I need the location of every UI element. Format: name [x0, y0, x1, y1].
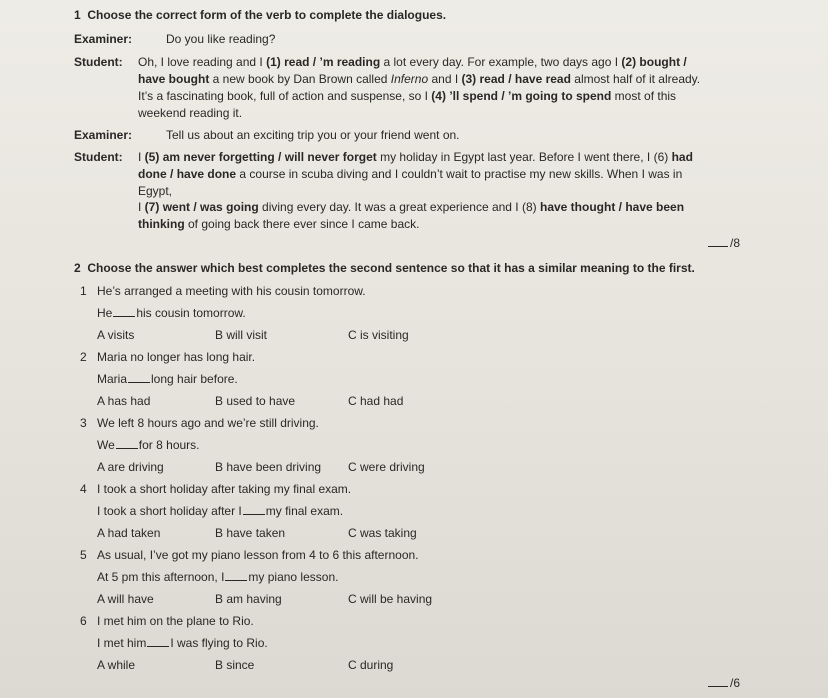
option-a[interactable]: A visits: [97, 328, 135, 342]
exercise-2-number: 2: [74, 261, 81, 275]
dialogue-1-line-4: weekend reading it.: [138, 106, 243, 120]
gap-suffix: his cousin tomorrow.: [136, 306, 246, 320]
gap-prefix: At 5 pm this afternoon, I: [97, 570, 225, 584]
question-gap-sentence: [97, 636, 268, 650]
exercise-2-heading: [74, 261, 695, 275]
score-total: /6: [730, 676, 741, 690]
choice-6a[interactable]: had: [671, 150, 693, 164]
option-b[interactable]: B am having: [215, 592, 282, 606]
examiner-label-2: Examiner:: [74, 128, 133, 142]
examiner-question-1: Do you like reading?: [166, 32, 276, 46]
choice-separator: /: [504, 72, 515, 86]
answer-blank[interactable]: [225, 570, 247, 581]
gap-number-6: (6): [653, 150, 669, 164]
exercise-2-score[interactable]: [708, 676, 740, 690]
exercise-2-instruction: Choose the answer which best completes the second sentence so that it has a similar meaning to the first.: [87, 261, 695, 275]
gap-prefix: He: [97, 306, 113, 320]
choice-8b[interactable]: have been: [625, 200, 685, 214]
text-fragment: most of this: [611, 89, 677, 103]
exercise-1-score[interactable]: [708, 236, 740, 250]
text-fragment: a new book by Dan Brown called: [209, 72, 391, 86]
option-c[interactable]: C during: [348, 658, 394, 672]
answer-blank[interactable]: [128, 372, 150, 383]
choice-separator: /: [166, 167, 177, 181]
option-c[interactable]: C was taking: [348, 526, 417, 540]
text-fragment: and I: [428, 72, 462, 86]
text-fragment: of going back there ever since I came back.: [184, 217, 420, 231]
gap-number-8: (8): [521, 200, 537, 214]
gap-suffix: my piano lesson.: [248, 570, 339, 584]
choice-separator: /: [309, 55, 320, 69]
option-b[interactable]: B since: [215, 658, 255, 672]
question-number: 6: [80, 614, 87, 628]
gap-prefix: Maria: [97, 372, 128, 386]
option-a[interactable]: A will have: [97, 592, 154, 606]
score-blank[interactable]: [708, 676, 728, 687]
question-number: 2: [80, 350, 87, 364]
gap-suffix: my final exam.: [265, 504, 344, 518]
answer-blank[interactable]: [243, 504, 265, 515]
dialogue-1-line-3: [138, 89, 676, 103]
gap-number-5: (5): [144, 150, 160, 164]
choice-5b[interactable]: will never forget: [284, 150, 377, 164]
examiner-label-1: Examiner:: [74, 32, 133, 46]
examiner-question-2: Tell us about an exciting trip you or your friend went on.: [166, 128, 460, 142]
choice-separator: /: [498, 89, 509, 103]
option-a[interactable]: A while: [97, 658, 136, 672]
gap-number-3: (3): [461, 72, 477, 86]
choice-5a[interactable]: am never forgetting: [162, 150, 275, 164]
text-fragment: a course in scuba diving and I couldn’t wait to practise my new skills. When I was in: [236, 167, 683, 181]
exercise-1-heading: [74, 8, 446, 22]
choice-2b[interactable]: have bought: [138, 72, 210, 86]
gap-suffix: long hair before.: [151, 372, 238, 386]
option-b[interactable]: B have taken: [215, 526, 286, 540]
option-c[interactable]: C were driving: [348, 460, 425, 474]
dialogue-2-line-2: [138, 167, 682, 181]
question-number: 1: [80, 284, 87, 298]
choice-6a-cont[interactable]: done: [138, 167, 167, 181]
option-b[interactable]: B have been driving: [215, 460, 322, 474]
choice-7b[interactable]: was going: [200, 200, 259, 214]
question-sentence: I took a short holiday after taking my final exam.: [97, 482, 352, 496]
gap-suffix: for 8 hours.: [138, 438, 200, 452]
question-sentence: Maria no longer has long hair.: [97, 350, 256, 364]
option-a[interactable]: A are driving: [97, 460, 164, 474]
score-blank[interactable]: [708, 236, 728, 247]
question-gap-sentence: [97, 570, 338, 584]
text-fragment: Oh, I love reading and I: [138, 55, 267, 69]
text-fragment: my holiday in Egypt last year. Before I went there, I: [376, 150, 654, 164]
choice-7a[interactable]: went: [162, 200, 191, 214]
dialogue-2-line-1: [138, 150, 693, 164]
option-c[interactable]: C is visiting: [348, 328, 409, 342]
option-c[interactable]: C had had: [348, 394, 404, 408]
book-title: Inferno: [390, 72, 429, 86]
option-b[interactable]: B used to have: [215, 394, 296, 408]
dialogue-1-line-2: [138, 72, 700, 86]
text-fragment: It’s a fascinating book, full of action and suspense, so I: [138, 89, 432, 103]
score-total: /8: [730, 236, 741, 250]
exercise-1-number: 1: [74, 8, 81, 22]
choice-separator: /: [274, 150, 285, 164]
gap-prefix: I took a short holiday after I: [97, 504, 242, 518]
question-number: 4: [80, 482, 87, 496]
choice-4b[interactable]: ’m going to spend: [508, 89, 612, 103]
dialogue-2-line-3: Egypt,: [138, 184, 173, 198]
gap-suffix: I was flying to Rio.: [170, 636, 268, 650]
question-sentence: We left 8 hours ago and we’re still driving.: [97, 416, 319, 430]
question-gap-sentence: [97, 372, 238, 386]
gap-number-4: (4): [431, 89, 446, 103]
question-number: 3: [80, 416, 87, 430]
answer-blank[interactable]: [113, 306, 135, 317]
question-number: 5: [80, 548, 87, 562]
choice-2a[interactable]: bought /: [639, 55, 687, 69]
dialogue-2-line-5: [138, 217, 419, 231]
option-c[interactable]: C will be having: [348, 592, 433, 606]
choice-8a[interactable]: have thought: [540, 200, 616, 214]
dialogue-2-line-4: [138, 200, 684, 214]
question-sentence: As usual, I’ve got my piano lesson from 4 to 6 this afternoon.: [97, 548, 419, 562]
question-gap-sentence: [97, 438, 200, 452]
choice-3b[interactable]: have read: [514, 72, 571, 86]
exercise-1-instruction: Choose the correct form of the verb to complete the dialogues.: [87, 8, 447, 22]
text-fragment: I: [138, 150, 145, 164]
choice-1a[interactable]: read: [284, 55, 310, 69]
text-fragment: a lot every day. For example, two days ago I: [380, 55, 622, 69]
gap-prefix: I met him: [97, 636, 147, 650]
dialogue-1-line-1: [138, 55, 687, 69]
question-sentence: He’s arranged a meeting with his cousin tomorrow.: [97, 284, 366, 298]
choice-separator: /: [190, 200, 201, 214]
choice-8b-cont[interactable]: thinking: [138, 217, 185, 231]
answer-blank[interactable]: [147, 636, 169, 647]
gap-number-7: (7): [144, 200, 160, 214]
text-fragment: I: [138, 200, 145, 214]
question-gap-sentence: [97, 306, 246, 320]
option-b[interactable]: B will visit: [215, 328, 268, 342]
text-fragment: diving every day. It was a great experience and I: [258, 200, 522, 214]
choice-4a[interactable]: ’ll spend: [449, 89, 498, 103]
question-gap-sentence: [97, 504, 343, 518]
option-a[interactable]: A had taken: [97, 526, 161, 540]
option-a[interactable]: A has had: [97, 394, 151, 408]
choice-6b[interactable]: have done: [176, 167, 237, 181]
gap-number-2: (2): [621, 55, 637, 69]
gap-number-1: (1): [266, 55, 281, 69]
student-label-1: Student:: [74, 55, 123, 69]
choice-separator: /: [615, 200, 626, 214]
choice-1b[interactable]: ’m reading: [319, 55, 381, 69]
choice-3a[interactable]: read: [479, 72, 505, 86]
text-fragment: almost half of it already.: [570, 72, 701, 86]
answer-blank[interactable]: [116, 438, 138, 449]
student-label-2: Student:: [74, 150, 123, 164]
gap-prefix: We: [97, 438, 115, 452]
question-sentence: I met him on the plane to Rio.: [97, 614, 254, 628]
